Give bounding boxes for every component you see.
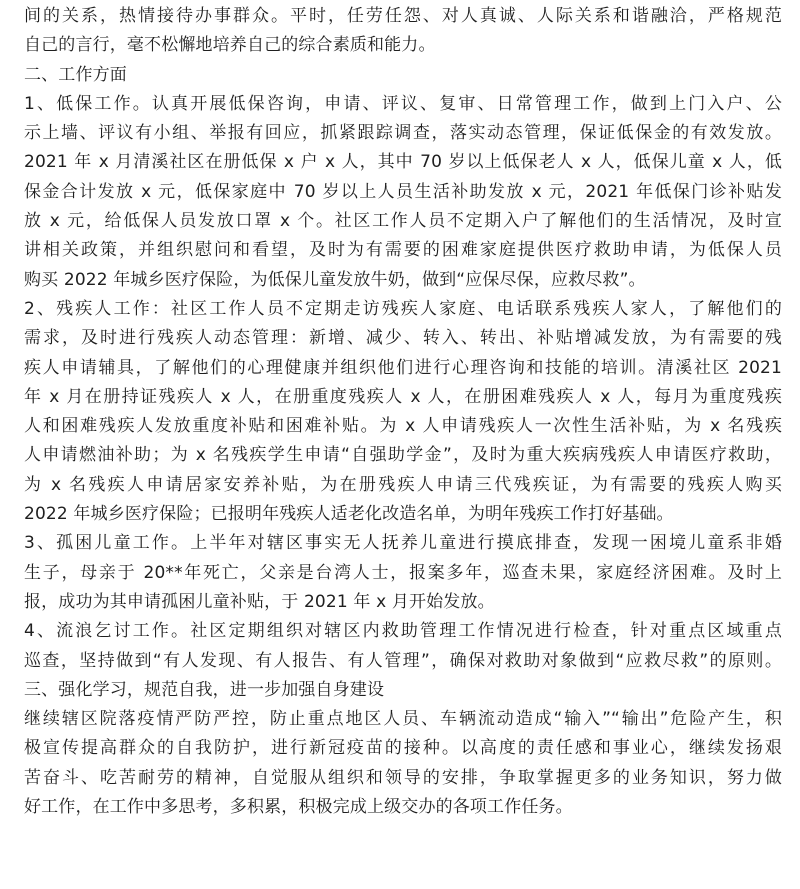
text-line: 间的关系，热情接待办事群众。平时，任劳任怨、对人真诚、人际关系和谐融洽，严格规范 <box>24 6 782 26</box>
text-line: 2、残疾人工作：社区工作人员不定期走访残疾人家庭、电话联系残疾人家人，了解他们的 <box>24 298 782 319</box>
text-line: 人申请燃油补助；为 x 名残疾学生申请“自强助学金”，及时为重大疾病残疾人申请医疗救助， <box>24 445 782 466</box>
text-line: 购买 2022 年城乡医疗保险，为低保儿童发放牛奶，做到“应保尽保，应救尽救”。 <box>24 269 646 290</box>
text-line: 需求，及时进行残疾人动态管理：新增、减少、转入、转出、补贴增减发放，为有需要的残 <box>24 328 782 349</box>
document-body <box>24 2 782 822</box>
text-line: 年 x 月在册持证残疾人 x 人，在册重度残疾人 x 人，在册困难残疾人 x 人，每月为重度残疾 <box>24 386 782 407</box>
text-line: 疾人申请辅具，了解他们的心理健康并组织他们进行心理咨询和技能的培训。清溪社区 2021 <box>24 357 782 378</box>
text-line: 人和困难残疾人发放重度补贴和困难补贴。为 x 人申请残疾人一次性生活补贴，为 x 名残疾 <box>24 416 782 437</box>
text-line: 巡查，坚持做到“有人发现、有人报告、有人管理”，确保对救助对象做到“应救尽救”的原则。 <box>24 650 782 671</box>
text-line: 为 x 名残疾人申请居家安养补贴，为在册残疾人申请三代残疾证，为有需要的残疾人购买 <box>24 474 782 495</box>
text-line: 放 x 元，给低保人员发放口罩 x 个。社区工作人员不定期入户了解他们的生活情况，及时宣 <box>24 211 782 232</box>
text-line: 继续辖区院落疫情严防严控，防止重点地区人员、车辆流动造成“输入”“输出”危险产生，积 <box>24 709 782 730</box>
section-heading-work: 二、工作方面 <box>24 64 127 85</box>
text-line: 极宣传提高群众的自我防护，进行新冠疫苗的接种。以高度的责任感和事业心，继续发扬艰 <box>24 738 782 759</box>
text-line: 好工作，在工作中多思考，多积累，积极完成上级交办的各项工作任务。 <box>24 797 573 818</box>
text-line: 报，成功为其申请孤困儿童补贴，于 2021 年 x 月开始发放。 <box>24 591 495 612</box>
text-line: 生子，母亲于 20**年死亡，父亲是台湾人士，报案多年，巡查未果，家庭经济困难。及时上 <box>24 562 782 583</box>
text-line: 保金合计发放 x 元，低保家庭中 70 岁以上人员生活补助发放 x 元，2021 年低保门诊补贴发 <box>24 181 782 202</box>
section-heading-study: 三、强化学习，规范自我，进一步加强自身建设 <box>24 679 385 700</box>
text-line: 示上墙、评议有小组、举报有回应，抓紧跟踪调查，落实动态管理，保证低保金的有效发放。 <box>24 123 782 144</box>
text-line: 讲相关政策，并组织慰问和看望，及时为有需要的困难家庭提供医疗救助申请，为低保人员 <box>24 240 782 261</box>
text-line: 4、流浪乞讨工作。社区定期组织对辖区内救助管理工作情况进行检查，针对重点区域重点 <box>24 621 782 642</box>
text-line: 2022 年城乡医疗保险；已报明年残疾人适老化改造名单，为明年残疾工作打好基础。 <box>24 504 674 525</box>
text-line: 3、孤困儿童工作。上半年对辖区事实无人抚养儿童进行摸底排查，发现一困境儿童系非婚 <box>24 533 782 554</box>
text-line: 自己的言行，毫不松懈地培养自己的综合素质和能力。 <box>24 35 436 56</box>
text-line: 苦奋斗、吃苦耐劳的精神，自觉服从组织和领导的安排，争取掌握更多的业务知识，努力做 <box>24 767 782 788</box>
text-line: 2021 年 x 月清溪社区在册低保 x 户 x 人，其中 70 岁以上低保老人 x 人，低保儿童 x 人，低 <box>24 152 782 173</box>
text-line: 1、低保工作。认真开展低保咨询，申请、评议、复审、日常管理工作，做到上门入户、公 <box>24 93 782 114</box>
